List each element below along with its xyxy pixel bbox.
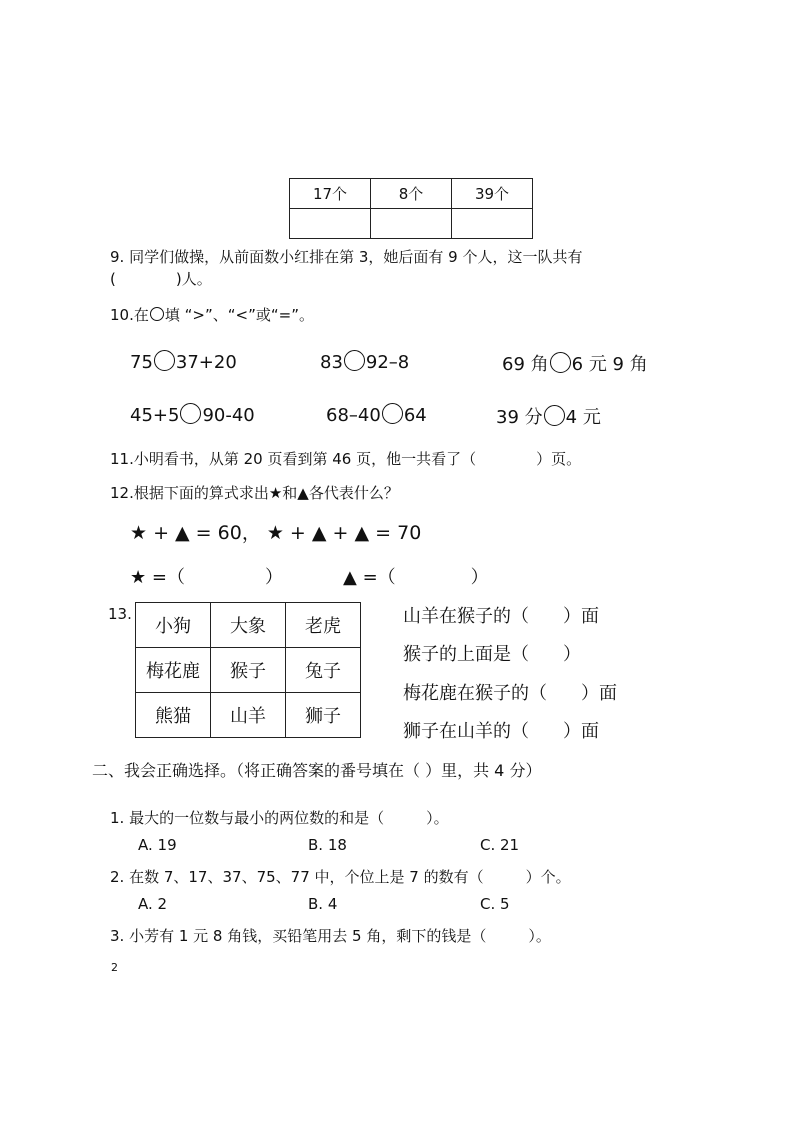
choice-question-suffix: ）。 (426, 809, 449, 827)
choice-question-suffix: ）。 (528, 927, 551, 945)
position-question-suffix: ）面 (563, 606, 599, 627)
choice-question-suffix: ）个。 (525, 868, 571, 886)
question-13-number: 13. (108, 605, 132, 623)
compare-item (326, 403, 427, 426)
choice-option[interactable]: A. 19 (138, 836, 177, 854)
section-2-title: 二、我会正确选择。（将正确答案的番号填在（ ）里，共 4 分） (92, 761, 542, 780)
choice-question-text: 1. 最大的一位数与最小的两位数的和是（ (110, 809, 385, 827)
compare-item (130, 350, 237, 373)
animal-cell: 山羊 (211, 693, 286, 738)
animal-cell: 梅花鹿 (136, 648, 211, 693)
choice-option[interactable]: C. 21 (480, 836, 520, 854)
animal-cell: 小狗 (136, 603, 211, 648)
animal-cell: 狮子 (286, 693, 361, 738)
choice-option[interactable]: B. 18 (308, 836, 347, 854)
count-table-cell: 39个 (452, 179, 533, 209)
choice-question-text: 3. 小芳有 1 元 8 角钱，买铅笔用去 5 角，剩下的钱是（ (110, 927, 487, 945)
star-answer (130, 563, 283, 589)
compare-left: 68–40 (326, 405, 381, 426)
position-question (403, 717, 599, 743)
compare-item (496, 403, 601, 429)
position-question (403, 602, 599, 628)
animal-cell: 熊猫 (136, 693, 211, 738)
question-10-intro (110, 304, 314, 325)
question-10-intro-suffix: 填 “>”、“<”或“=”。 (164, 306, 314, 324)
choice-option[interactable]: A. 2 (138, 895, 168, 913)
compare-left: 45+5 (130, 405, 180, 426)
position-question-suffix: ）面 (563, 721, 599, 742)
question-9-line2 (110, 268, 212, 289)
animal-cell: 猴子 (211, 648, 286, 693)
choice-question (110, 866, 571, 887)
compare-left: 75 (130, 352, 153, 373)
choice-question (110, 807, 449, 828)
triangle-answer-label: ▲ =（ (343, 567, 396, 588)
compare-right: 90-40 (202, 405, 255, 426)
question-10-intro-prefix: 10.在 (110, 306, 149, 324)
compare-right: 6 元 9 角 (571, 354, 648, 375)
compare-left: 83 (320, 352, 343, 373)
compare-item (320, 350, 409, 373)
compare-left: 39 分 (496, 407, 543, 428)
position-question (403, 640, 581, 666)
table-row (136, 648, 361, 693)
count-table-cell: 17个 (290, 179, 371, 209)
compare-circle-input[interactable] (180, 403, 201, 424)
question-11-suffix: ）页。 (536, 450, 582, 468)
position-question-suffix: ） (563, 644, 581, 665)
choice-question (110, 925, 551, 946)
compare-circle-input[interactable] (344, 350, 365, 371)
count-table-answer-cell[interactable] (452, 209, 533, 239)
star-answer-close: ） (264, 567, 283, 588)
compare-circle-input[interactable] (154, 350, 175, 371)
position-question-text: 梅花鹿在猴子的（ (403, 683, 547, 704)
question-9-close-paren: )人。 (175, 270, 212, 288)
animal-cell: 兔子 (286, 648, 361, 693)
compare-item (502, 350, 648, 376)
star-answer-label: ★ =（ (130, 567, 185, 588)
triangle-answer (343, 563, 489, 589)
count-table (289, 178, 533, 239)
choice-option[interactable]: B. 4 (308, 895, 338, 913)
animal-grid (135, 602, 361, 738)
compare-right: 37+20 (175, 352, 237, 373)
compare-circle-input[interactable] (544, 405, 565, 426)
count-table-answer-cell[interactable] (371, 209, 452, 239)
position-question-text: 猴子的上面是（ (403, 644, 529, 665)
position-question-suffix: ）面 (581, 683, 617, 704)
compare-circle-input[interactable] (382, 403, 403, 424)
count-table-answer-cell[interactable] (290, 209, 371, 239)
question-11 (110, 448, 581, 469)
compare-right: 64 (403, 405, 427, 426)
compare-right: 92–8 (365, 352, 410, 373)
triangle-answer-close: ） (470, 567, 489, 588)
compare-left: 69 角 (502, 354, 549, 375)
question-12-text: 12.根据下面的算式求出★和▲各代表什么？ (110, 484, 399, 502)
choice-question-text: 2. 在数 7、17、37、75、77 中，个位上是 7 的数有（ (110, 868, 484, 886)
table-row (136, 603, 361, 648)
position-question-text: 山羊在猴子的（ (403, 606, 529, 627)
compare-item (130, 403, 255, 426)
question-9-open-paren: ( (110, 270, 116, 288)
table-row (136, 693, 361, 738)
page-number: 2 (111, 961, 118, 974)
animal-cell: 大象 (211, 603, 286, 648)
choice-option[interactable]: C. 5 (480, 895, 510, 913)
position-question-text: 狮子在山羊的（ (403, 721, 529, 742)
circle-icon (150, 307, 164, 321)
question-12-equation: ★ + ▲ = 60， ★ + ▲ + ▲ = 70 (130, 522, 422, 544)
compare-right: 4 元 (565, 407, 601, 428)
animal-cell: 老虎 (286, 603, 361, 648)
compare-circle-input[interactable] (550, 352, 571, 373)
question-9-line1: 9. 同学们做操，从前面数小红排在第 3，她后面有 9 个人，这一队共有 (110, 248, 583, 266)
position-question (403, 679, 617, 705)
question-11-text: 11.小明看书，从第 20 页看到第 46 页，他一共看了（ (110, 450, 477, 468)
count-table-cell: 8个 (371, 179, 452, 209)
